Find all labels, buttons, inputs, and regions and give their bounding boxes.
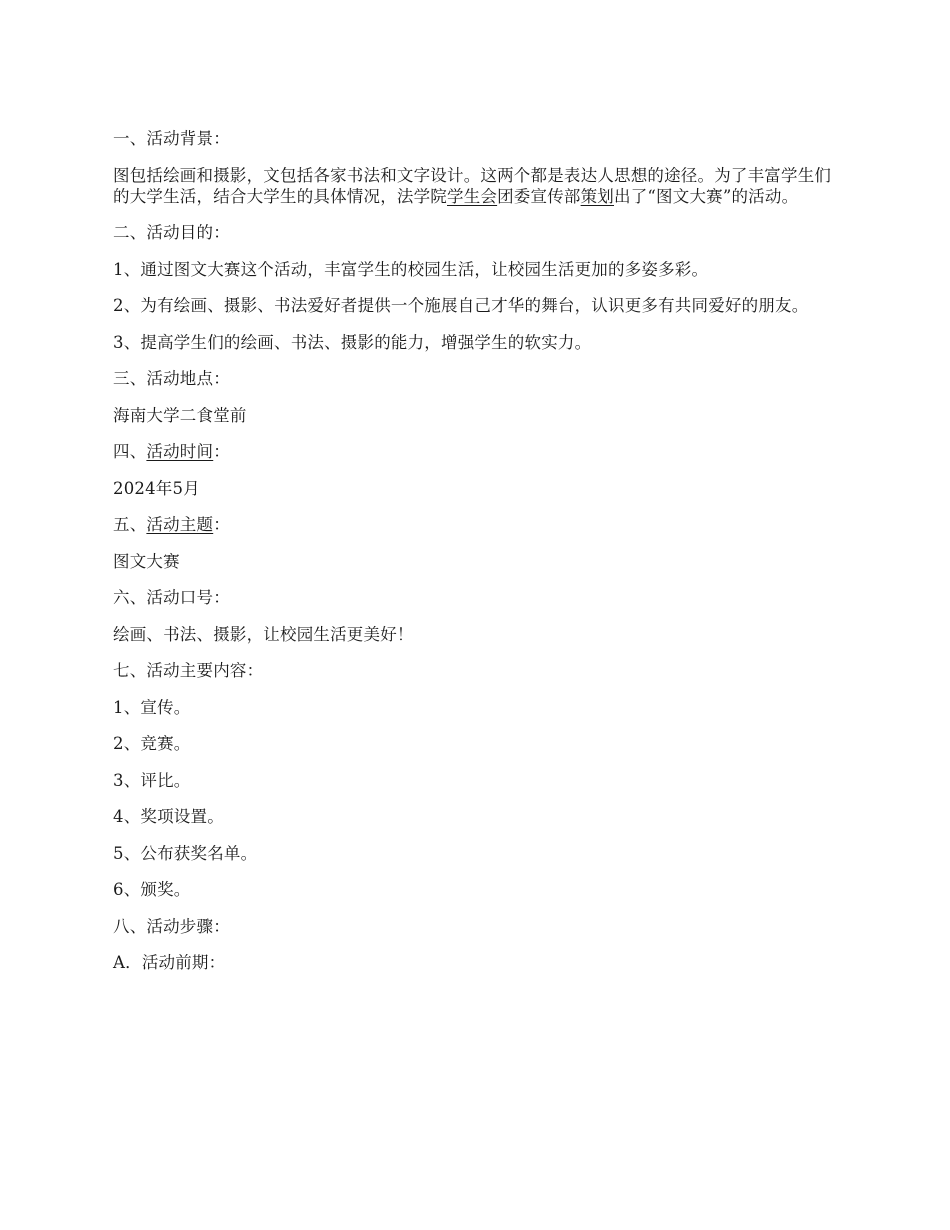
activity-time-link[interactable]: 活动时间 xyxy=(146,442,214,461)
purpose-item: 3、提高学生们的绘画、书法、摄影的能力，增强学生的软实力。 xyxy=(113,332,592,352)
purpose-item: 2、为有绘画、摄影、书法爱好者提供一个施展自己才华的舞台，认识更多有共同爱好的朋友。 xyxy=(113,296,809,315)
activity-theme-link[interactable]: 活动主题 xyxy=(146,515,214,534)
student-union-link[interactable]: 学生会 xyxy=(447,186,498,206)
content-item: 1、宣传。 xyxy=(113,697,191,717)
heading-theme xyxy=(113,514,840,535)
document-page xyxy=(113,128,840,989)
planning-link[interactable]: 策划 xyxy=(580,186,615,206)
heading-background: 一、活动背景： xyxy=(113,129,230,148)
heading-purpose: 二、活动目的： xyxy=(113,223,230,242)
background-text-3: 出了“图文大赛”的活动。 xyxy=(614,186,799,206)
heading-time-prefix: 四、 xyxy=(113,442,147,461)
heading-slogan: 六、活动口号： xyxy=(113,588,230,607)
heading-time-suffix: ： xyxy=(213,442,230,461)
heading-theme-suffix: ： xyxy=(213,515,230,534)
purpose-item: 1、通过图文大赛这个活动，丰富学生的校园生活，让校园生活更加的多姿多彩。 xyxy=(113,259,709,279)
heading-time xyxy=(113,441,840,462)
theme-text: 图文大赛 xyxy=(113,551,180,571)
heading-location: 三、活动地点： xyxy=(113,369,230,388)
content-item: 6、颁奖。 xyxy=(113,880,191,899)
steps-sub-a: A．活动前期： xyxy=(113,953,226,972)
content-item: 5、公布获奖名单。 xyxy=(113,843,258,863)
content-item: 2、竞赛。 xyxy=(113,734,191,753)
heading-content: 七、活动主要内容： xyxy=(113,661,264,680)
slogan-text: 绘画、书法、摄影，让校园生活更美好！ xyxy=(113,624,414,644)
content-item: 4、奖项设置。 xyxy=(113,807,224,826)
heading-steps: 八、活动步骤： xyxy=(113,916,230,936)
background-text-2: 团委宣传部 xyxy=(497,186,581,206)
content-item: 3、评比。 xyxy=(113,770,191,790)
time-text: 2024年5月 xyxy=(113,478,200,498)
background-paragraph xyxy=(113,165,840,207)
location-text: 海南大学二食堂前 xyxy=(113,405,247,425)
heading-theme-prefix: 五、 xyxy=(113,515,147,534)
background-text-1: 图包括绘画和摄影，文包括各家书法和文字设计。这两个都是表达人思想的途径。为了丰富学生们的大学生活，结合大学生的具体情况，法学院 xyxy=(113,165,832,206)
